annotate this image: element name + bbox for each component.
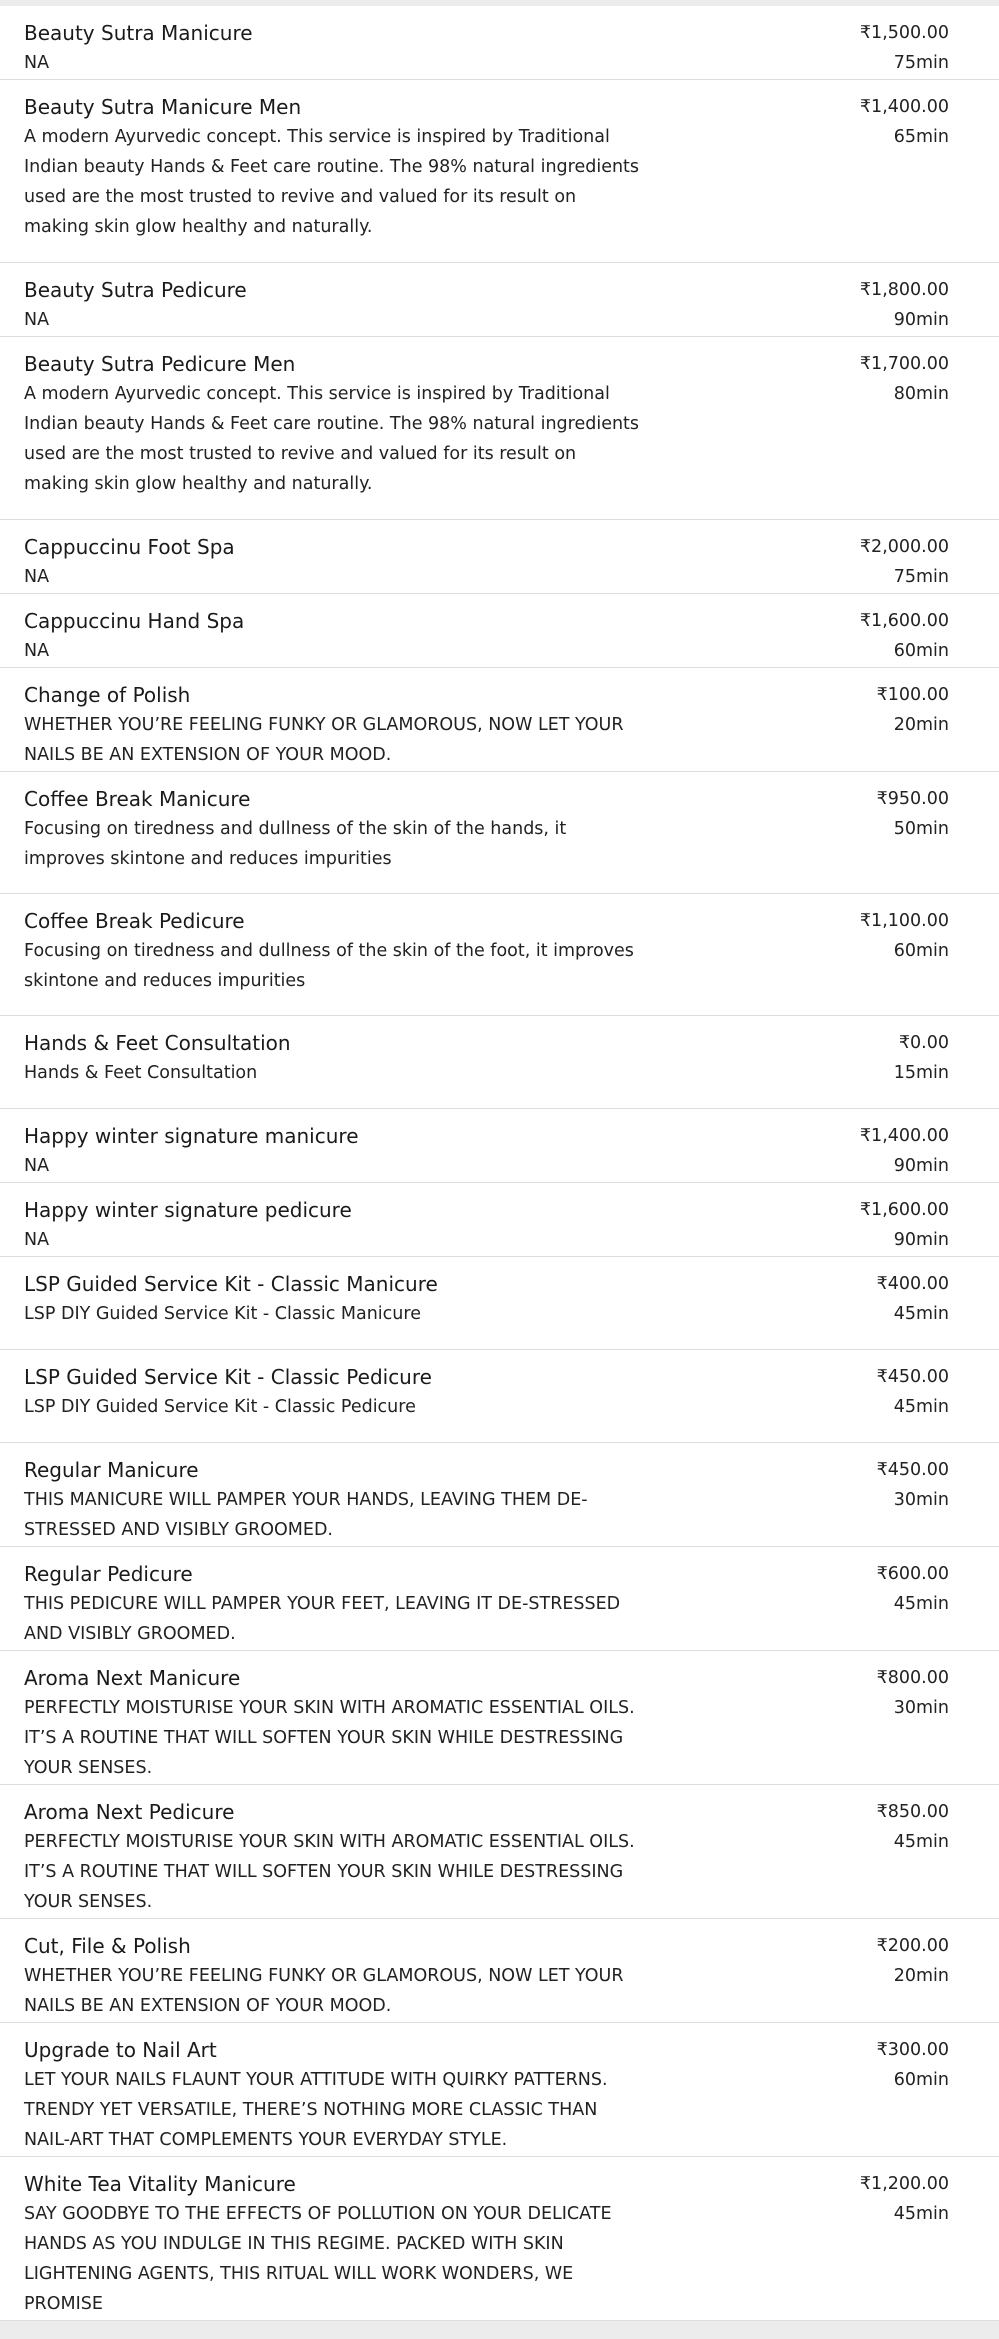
service-description: LET YOUR NAILS FLAUNT YOUR ATTITUDE WITH QUIRKY PATTERNS. TRENDY YET VERSATILE, THERE’S NOTHING MORE CLASSIC THAN NAIL-ART THAT COMPLEMENTS YOUR EVERYDAY STYLE. — [24, 2070, 608, 2150]
service-description: NA — [24, 567, 50, 587]
service-meta — [877, 1801, 949, 1853]
service-row[interactable] — [0, 894, 999, 1016]
service-name: Happy winter signature manicure — [24, 1124, 359, 1148]
service-row[interactable] — [0, 1547, 999, 1651]
service-name: Regular Pedicure — [24, 1562, 193, 1586]
service-name: Aroma Next Manicure — [24, 1666, 241, 1690]
service-description: THIS MANICURE WILL PAMPER YOUR HANDS, LEAVING THEM DE-STRESSED AND VISIBLY GROOMED. — [24, 1490, 588, 1540]
service-info — [24, 1651, 646, 1783]
service-name: Cut, File & Polish — [24, 1934, 191, 1958]
service-duration: 60min — [893, 2070, 949, 2090]
service-info — [24, 6, 646, 78]
service-description: Focusing on tiredness and dullness of the skin of the foot, it improves skintone and reduces impurities — [24, 941, 634, 991]
service-row[interactable] — [0, 1109, 999, 1183]
service-price: ₹1,400.00 — [859, 97, 949, 117]
service-row[interactable] — [0, 263, 999, 337]
service-name: Change of Polish — [24, 683, 191, 707]
service-meta — [877, 1563, 949, 1615]
service-meta — [860, 910, 949, 962]
service-row[interactable] — [0, 1443, 999, 1547]
service-row[interactable] — [0, 668, 999, 772]
service-duration: 20min — [893, 1966, 949, 1986]
service-duration: 45min — [893, 1832, 949, 1852]
service-price: ₹100.00 — [876, 685, 949, 705]
service-name: White Tea Vitality Manicure — [24, 2172, 296, 2196]
service-info — [24, 1350, 646, 1422]
service-duration: 45min — [893, 2204, 949, 2224]
service-duration: 45min — [893, 1304, 949, 1324]
service-row[interactable] — [0, 1257, 999, 1350]
service-info — [24, 1443, 646, 1545]
service-name: Beauty Sutra Pedicure Men — [24, 352, 296, 376]
service-meta — [860, 22, 949, 74]
service-duration: 45min — [893, 1397, 949, 1417]
service-row[interactable] — [0, 6, 999, 80]
service-name: Hands & Feet Consultation — [24, 1031, 291, 1055]
service-price: ₹450.00 — [876, 1460, 949, 1480]
service-row[interactable] — [0, 1919, 999, 2023]
service-info — [24, 1109, 646, 1181]
service-price: ₹1,200.00 — [859, 2174, 949, 2194]
service-price: ₹1,800.00 — [859, 280, 949, 300]
service-info — [24, 80, 646, 242]
service-info — [24, 894, 646, 996]
service-description: WHETHER YOU’RE FEELING FUNKY OR GLAMOROUS, NOW LET YOUR NAILS BE AN EXTENSION OF YOUR MOOD. — [24, 1966, 624, 2016]
service-price: ₹800.00 — [876, 1668, 949, 1688]
service-row[interactable] — [0, 1651, 999, 1785]
service-price: ₹0.00 — [898, 1033, 949, 1053]
service-meta — [877, 1459, 949, 1511]
service-price: ₹1,100.00 — [859, 911, 949, 931]
service-price: ₹2,000.00 — [859, 537, 949, 557]
service-row[interactable] — [0, 1350, 999, 1443]
service-meta — [860, 1199, 949, 1251]
service-info — [24, 1016, 646, 1088]
service-price: ₹950.00 — [876, 789, 949, 809]
service-description: LSP DIY Guided Service Kit - Classic Pedicure — [24, 1397, 416, 1417]
service-meta — [860, 353, 949, 405]
service-price: ₹400.00 — [876, 1274, 949, 1294]
service-description: NA — [24, 1230, 50, 1250]
service-description: A modern Ayurvedic concept. This service is inspired by Traditional Indian beauty Hands & Feet care routine. The 98% natural ingredients used are the most trusted to revive and valued for its result on making skin glow healthy and naturally. — [24, 127, 640, 237]
service-description: NA — [24, 1156, 50, 1176]
service-info — [24, 337, 646, 499]
service-name: Regular Manicure — [24, 1458, 199, 1482]
service-meta — [877, 2039, 949, 2091]
service-row[interactable] — [0, 520, 999, 594]
service-name: Cappuccinu Foot Spa — [24, 535, 235, 559]
service-meta — [860, 536, 949, 588]
service-description: NA — [24, 310, 50, 330]
service-meta — [894, 1032, 949, 1084]
service-row[interactable] — [0, 1016, 999, 1109]
service-description: NA — [24, 53, 50, 73]
service-duration: 30min — [893, 1490, 949, 1510]
service-meta — [860, 96, 949, 148]
service-description: WHETHER YOU’RE FEELING FUNKY OR GLAMOROUS, NOW LET YOUR NAILS BE AN EXTENSION OF YOUR MOOD. — [24, 715, 624, 765]
service-duration: 60min — [893, 941, 949, 961]
service-row[interactable] — [0, 337, 999, 520]
service-row[interactable] — [0, 2023, 999, 2157]
service-duration: 60min — [893, 641, 949, 661]
service-duration: 90min — [893, 1230, 949, 1250]
service-duration: 30min — [893, 1698, 949, 1718]
service-info — [24, 668, 646, 770]
service-info — [24, 2023, 646, 2155]
service-name: Cappuccinu Hand Spa — [24, 609, 245, 633]
service-name: LSP Guided Service Kit - Classic Pedicure — [24, 1365, 432, 1389]
service-info — [24, 1257, 646, 1329]
service-price: ₹450.00 — [876, 1367, 949, 1387]
service-info — [24, 594, 646, 666]
service-meta — [877, 788, 949, 840]
service-price: ₹1,600.00 — [859, 611, 949, 631]
service-description: Focusing on tiredness and dullness of the skin of the hands, it improves skintone and reduces impurities — [24, 819, 567, 869]
service-meta — [877, 1366, 949, 1418]
service-name: Coffee Break Pedicure — [24, 909, 245, 933]
service-row[interactable] — [0, 1785, 999, 1919]
service-description: LSP DIY Guided Service Kit - Classic Manicure — [24, 1304, 421, 1324]
service-duration: 50min — [893, 819, 949, 839]
service-row[interactable] — [0, 772, 999, 894]
service-meta — [877, 684, 949, 736]
service-description: PERFECTLY MOISTURISE YOUR SKIN WITH AROMATIC ESSENTIAL OILS. IT’S A ROUTINE THAT WILL SOFTEN YOUR SKIN WHILE DESTRESSING YOUR SENSES. — [24, 1698, 635, 1778]
service-price: ₹600.00 — [876, 1564, 949, 1584]
service-description: PERFECTLY MOISTURISE YOUR SKIN WITH AROMATIC ESSENTIAL OILS. IT’S A ROUTINE THAT WILL SOFTEN YOUR SKIN WHILE DESTRESSING YOUR SENSES. — [24, 1832, 635, 1912]
service-description: Hands & Feet Consultation — [24, 1063, 258, 1083]
service-duration: 20min — [893, 715, 949, 735]
service-duration: 90min — [893, 1156, 949, 1176]
service-info — [24, 772, 646, 874]
service-row[interactable] — [0, 1183, 999, 1257]
service-meta — [877, 1935, 949, 1987]
service-name: Aroma Next Pedicure — [24, 1800, 235, 1824]
service-duration: 90min — [893, 310, 949, 330]
service-duration: 75min — [893, 53, 949, 73]
service-name: Happy winter signature pedicure — [24, 1198, 352, 1222]
service-meta — [860, 279, 949, 331]
service-info — [24, 1547, 646, 1649]
service-meta — [860, 1125, 949, 1177]
service-name: Beauty Sutra Manicure — [24, 21, 253, 45]
service-description: NA — [24, 641, 50, 661]
service-duration: 75min — [893, 567, 949, 587]
service-info — [24, 1919, 646, 2021]
service-name: Coffee Break Manicure — [24, 787, 251, 811]
service-duration: 65min — [893, 127, 949, 147]
service-meta — [860, 610, 949, 662]
service-meta — [877, 1273, 949, 1325]
service-info — [24, 1785, 646, 1917]
service-price: ₹1,400.00 — [859, 1126, 949, 1146]
service-duration: 80min — [893, 384, 949, 404]
service-list — [0, 6, 999, 2321]
service-price: ₹850.00 — [876, 1802, 949, 1822]
service-description: SAY GOODBYE TO THE EFFECTS OF POLLUTION ON YOUR DELICATE HANDS AS YOU INDULGE IN THIS REGIME. PACKED WITH SKIN LIGHTENING AGENTS, THIS RITUAL WILL WORK WONDERS, WE PROMISE — [24, 2204, 612, 2314]
service-price: ₹1,700.00 — [859, 354, 949, 374]
service-price: ₹1,600.00 — [859, 1200, 949, 1220]
service-name: Upgrade to Nail Art — [24, 2038, 217, 2062]
service-info — [24, 520, 646, 592]
service-row[interactable] — [0, 594, 999, 668]
service-name: LSP Guided Service Kit - Classic Manicure — [24, 1272, 438, 1296]
service-duration: 15min — [893, 1063, 949, 1083]
service-description: THIS PEDICURE WILL PAMPER YOUR FEET, LEAVING IT DE-STRESSED AND VISIBLY GROOMED. — [24, 1594, 621, 1644]
service-name: Beauty Sutra Pedicure — [24, 278, 247, 302]
service-price: ₹300.00 — [876, 2040, 949, 2060]
service-info — [24, 1183, 646, 1255]
service-row[interactable] — [0, 2157, 999, 2321]
service-price: ₹1,500.00 — [859, 23, 949, 43]
service-info — [24, 263, 646, 335]
service-meta — [877, 1667, 949, 1719]
service-duration: 45min — [893, 1594, 949, 1614]
service-row[interactable] — [0, 80, 999, 263]
service-price: ₹200.00 — [876, 1936, 949, 1956]
service-name: Beauty Sutra Manicure Men — [24, 95, 302, 119]
service-meta — [860, 2173, 949, 2225]
service-info — [24, 2157, 646, 2319]
service-description: A modern Ayurvedic concept. This service is inspired by Traditional Indian beauty Hands & Feet care routine. The 98% natural ingredients used are the most trusted to revive and valued for its result on making skin glow healthy and naturally. — [24, 384, 640, 494]
